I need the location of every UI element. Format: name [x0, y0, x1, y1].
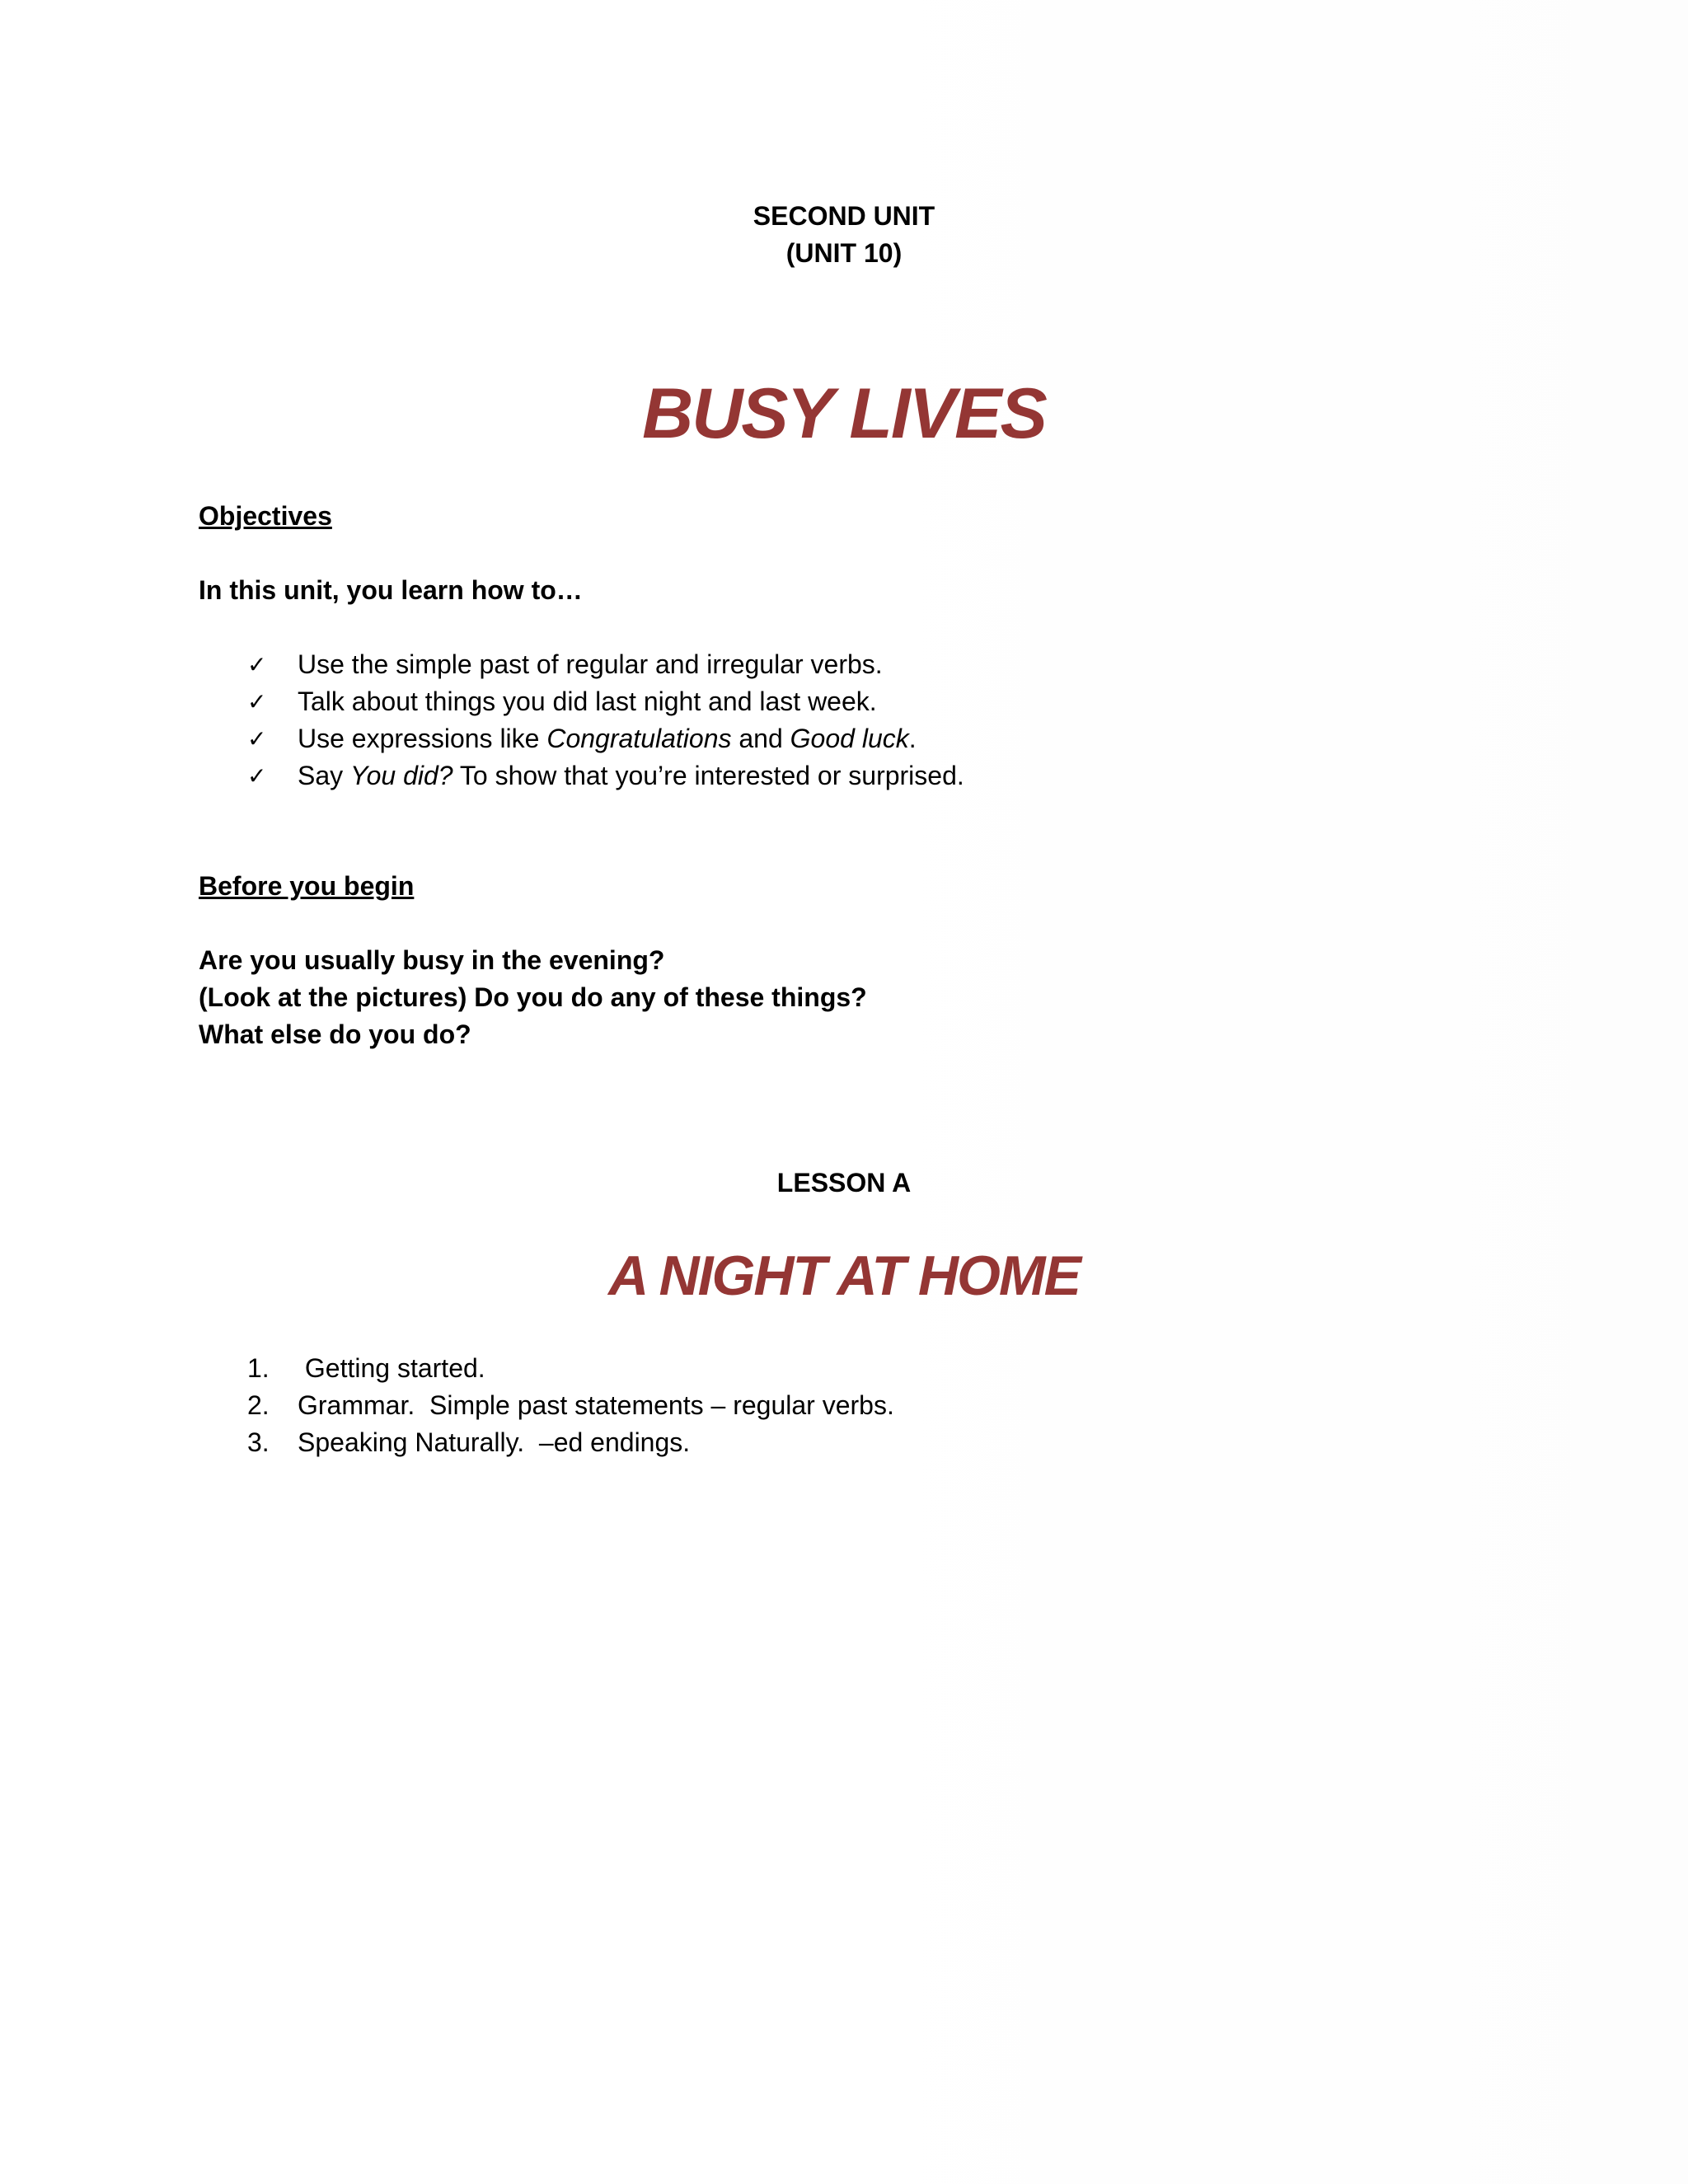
- list-number: 2.: [247, 1390, 270, 1420]
- lesson-item-text: Getting started.: [298, 1353, 485, 1383]
- before-you-begin-heading: Before you begin: [199, 871, 415, 901]
- objective-text-part: Use expressions like: [298, 724, 547, 753]
- check-icon: ✓: [247, 725, 267, 752]
- lesson-title: A NIGHT AT HOME: [608, 1244, 1080, 1307]
- list-number: 1.: [247, 1353, 270, 1383]
- objective-text-italic: You did?: [350, 761, 453, 790]
- unit-title: BUSY LIVES: [642, 374, 1046, 453]
- check-icon: ✓: [247, 651, 267, 678]
- list-item: [247, 646, 964, 683]
- question-line: Are you usually busy in the evening?: [199, 945, 665, 975]
- list-item: [247, 720, 964, 757]
- question-line: What else do you do?: [199, 1019, 471, 1049]
- question-line: (Look at the pictures) Do you do any of these things?: [199, 982, 867, 1012]
- objective-text: Talk about things you did last night and last week.: [298, 687, 877, 716]
- list-item: [247, 1424, 894, 1461]
- unit-label: SECOND UNIT: [753, 201, 935, 231]
- list-item: [247, 683, 964, 720]
- objective-text: Use the simple past of regular and irregular verbs.: [298, 649, 883, 679]
- list-number: 3.: [247, 1427, 270, 1457]
- objectives-list: [247, 646, 964, 794]
- list-item: [247, 1387, 894, 1424]
- list-item: [247, 1350, 894, 1387]
- check-icon: ✓: [247, 762, 267, 790]
- check-icon: ✓: [247, 688, 267, 715]
- lesson-list: [247, 1350, 894, 1461]
- lesson-item-text: Speaking Naturally. –ed endings.: [298, 1427, 691, 1457]
- objective-text-part: .: [908, 724, 917, 753]
- unit-header: [0, 198, 1688, 272]
- list-item: [247, 757, 964, 794]
- objectives-heading: Objectives: [199, 501, 332, 531]
- objective-text-italic: Good luck: [790, 724, 909, 753]
- objective-text-part: and: [731, 724, 790, 753]
- objective-text-italic: Congratulations: [546, 724, 732, 753]
- unit-number: (UNIT 10): [785, 238, 903, 268]
- lesson-item-text: Grammar. Simple past statements – regular verbs.: [298, 1390, 894, 1420]
- lesson-label: LESSON A: [776, 1168, 912, 1197]
- objectives-intro: In this unit, you learn how to…: [199, 575, 583, 605]
- objective-text-part: To show that you’re interested or surprised.: [452, 761, 964, 790]
- objective-text-part: Say: [298, 761, 351, 790]
